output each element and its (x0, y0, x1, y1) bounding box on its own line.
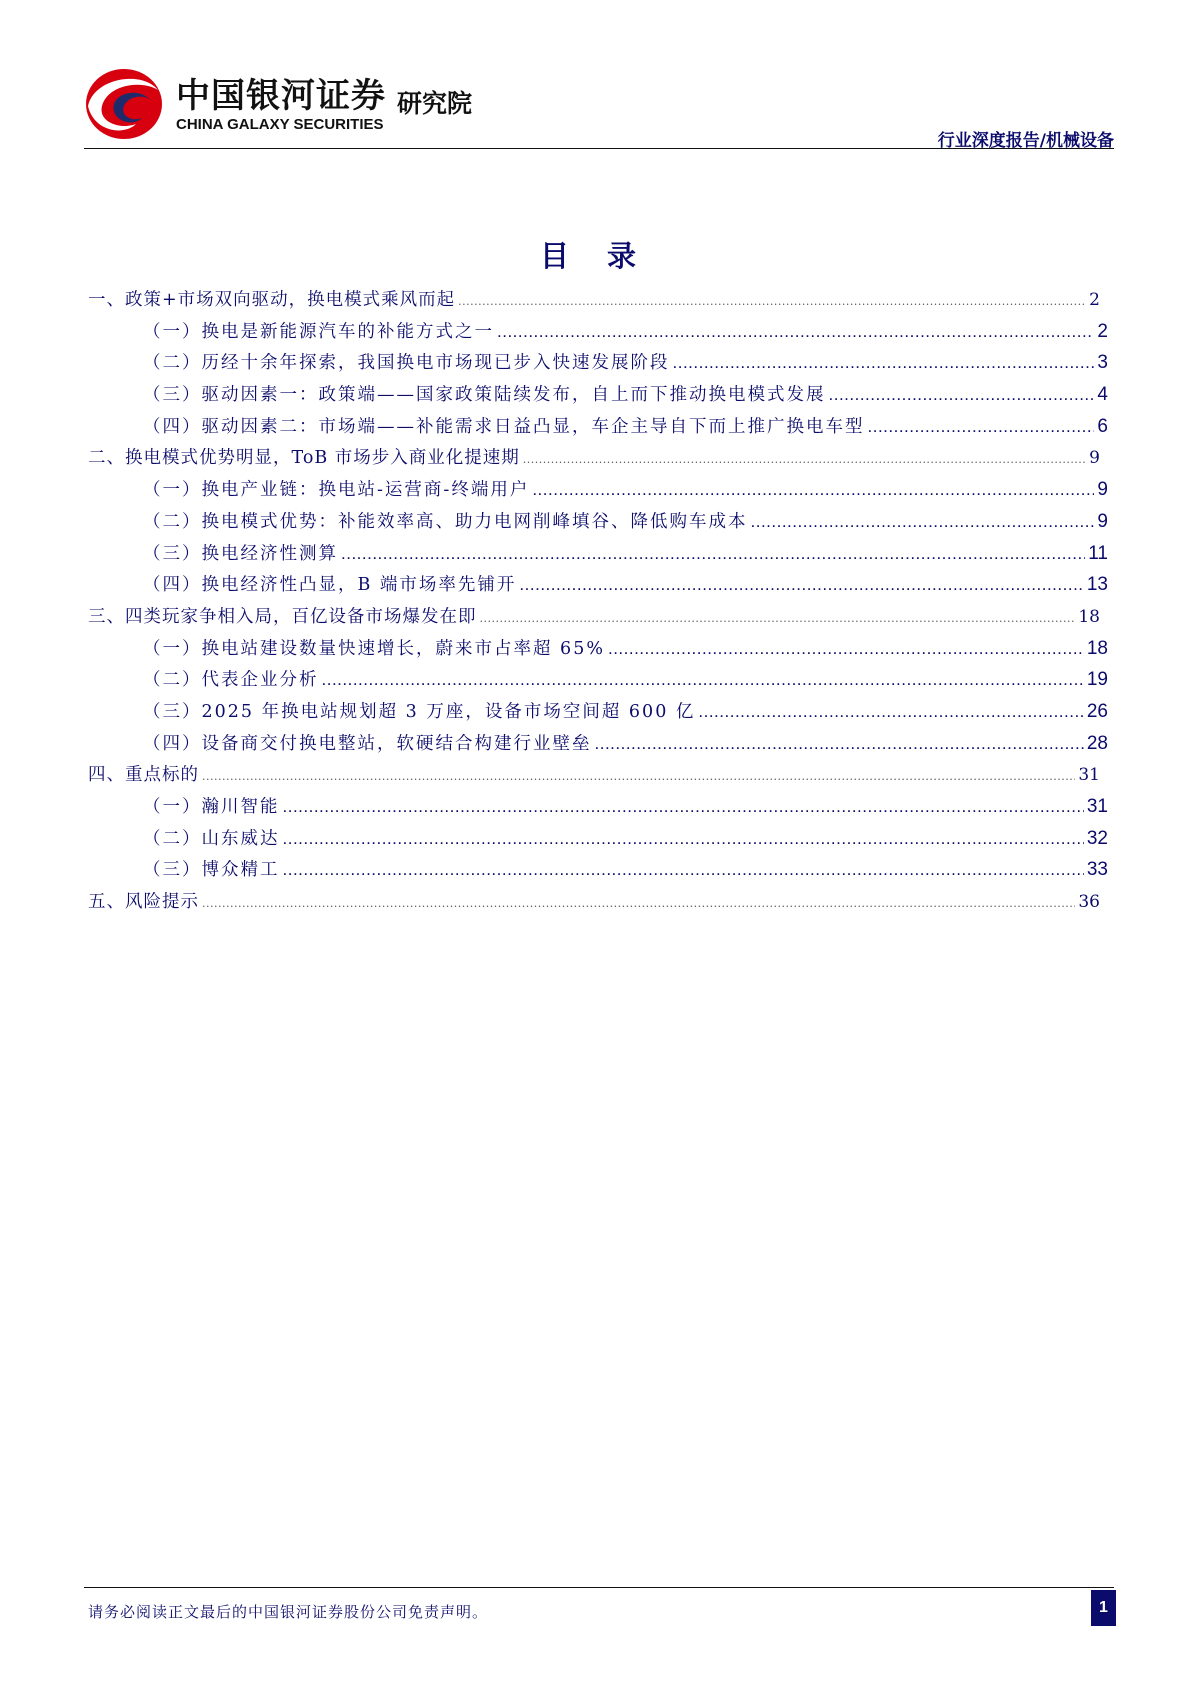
toc-entry-page: 13 (1086, 574, 1108, 596)
toc-entry-label: （三）博众精工 (143, 860, 280, 881)
toc-entry[interactable] (88, 825, 1108, 857)
toc-entry[interactable] (88, 698, 1108, 730)
toc-entry-page: 4 (1097, 384, 1108, 406)
toc-entry-page: 11 (1088, 542, 1108, 564)
toc-entry-label: 三、四类玩家争相入局，百亿设备市场爆发在即 (88, 606, 477, 627)
toc-entry-page: 31 (1078, 765, 1100, 786)
toc-entry[interactable] (88, 444, 1108, 476)
page-header (84, 62, 1114, 150)
toc-entry-label: （二）山东威达 (143, 828, 280, 849)
toc-entry-page: 2 (1089, 290, 1100, 310)
brand-name-en: CHINA GALAXY SECURITIES (176, 116, 384, 133)
toc-entry-label: （三）换电经济性测算 (143, 543, 338, 564)
toc-leader (283, 860, 1084, 880)
toc-entry-page: 6 (1097, 415, 1108, 437)
toc-leader (868, 417, 1095, 437)
toc-leader (341, 544, 1085, 564)
table-of-contents (88, 286, 1108, 920)
toc-entry[interactable] (88, 603, 1108, 635)
toc-leader (698, 702, 1083, 722)
toc-entry[interactable] (88, 761, 1108, 793)
toc-entry[interactable] (88, 666, 1108, 698)
toc-entry[interactable] (88, 540, 1108, 572)
toc-entry[interactable] (88, 730, 1108, 762)
toc-entry-page: 3 (1097, 352, 1108, 374)
toc-leader (480, 607, 1076, 627)
toc-entry-page: 18 (1086, 637, 1108, 659)
toc-entry-label: 一、政策+市场双向驱动，换电模式乘风而起 (88, 290, 456, 310)
report-type: 行业深度报告/机械设备 (937, 131, 1114, 151)
toc-leader (523, 448, 1086, 468)
toc-entry-label: （二）代表企业分析 (143, 670, 319, 691)
toc-leader (751, 512, 1095, 532)
toc-leader (829, 385, 1095, 405)
toc-entry-label: （一）瀚川智能 (143, 797, 280, 817)
toc-entry-page: 9 (1097, 510, 1108, 532)
toc-entry-label: （一）换电是新能源汽车的补能方式之一 (143, 321, 494, 342)
toc-entry-label: （三）2025 年换电站规划超 3 万座，设备市场空间超 600 亿 (143, 701, 696, 722)
toc-entry-label: （三）驱动因素一：政策端——国家政策陆续发布，自上而下推动换电模式发展 (143, 385, 826, 406)
disclaimer-notice: 请务必阅读正文最后的中国银河证券股份公司免责声明。 (88, 1603, 489, 1621)
toc-entry[interactable] (88, 476, 1108, 508)
toc-leader (283, 829, 1084, 849)
toc-entry-label: 五、风险提示 (88, 892, 199, 913)
brand-name-cn: 中国银河证券 (176, 76, 386, 116)
toc-leader (608, 639, 1084, 659)
toc-entry[interactable] (88, 571, 1108, 603)
toc-entry-page: 33 (1086, 859, 1108, 881)
galaxy-logo-icon (84, 66, 164, 142)
toc-entry-label: （四）驱动因素二：市场端——补能需求日益凸显，车企主导自下而上推广换电车型 (143, 416, 865, 437)
toc-leader (283, 797, 1084, 817)
toc-leader (532, 480, 1094, 500)
toc-entry[interactable] (88, 635, 1108, 667)
toc-entry[interactable] (88, 381, 1108, 413)
toc-entry-label: （四）换电经济性凸显，B 端市场率先铺开 (143, 575, 517, 596)
toc-entry-page: 31 (1086, 796, 1108, 817)
toc-entry[interactable] (88, 793, 1108, 825)
toc-entry-label: （一）换电产业链：换电站-运营商-终端用户 (143, 480, 530, 501)
toc-leader (595, 734, 1084, 754)
header-divider (84, 148, 1114, 149)
toc-entry-page: 19 (1086, 669, 1108, 691)
toc-entry-label: （四）设备商交付换电整站，软硬结合构建行业壁垒 (143, 733, 592, 754)
toc-entry-label: （一）换电站建设数量快速增长，蔚来市占率超 65% (143, 638, 605, 659)
toc-leader (202, 892, 1075, 912)
toc-entry[interactable] (88, 888, 1108, 920)
page-number-badge: 1 (1091, 1590, 1116, 1626)
toc-entry[interactable] (88, 318, 1108, 350)
toc-entry[interactable] (88, 413, 1108, 445)
toc-entry-label: 四、重点标的 (88, 765, 199, 786)
toc-entry-page: 28 (1086, 732, 1108, 754)
toc-entry-page: 2 (1097, 320, 1108, 342)
toc-entry[interactable] (88, 856, 1108, 888)
toc-entry[interactable] (88, 286, 1108, 318)
toc-entry-label: 二、换电模式优势明显，ToB 市场步入商业化提速期 (88, 448, 520, 469)
toc-leader (322, 670, 1084, 690)
institute-label: 研究院 (397, 89, 473, 118)
toc-entry-label: （二）历经十余年探索，我国换电市场现已步入快速发展阶段 (143, 353, 670, 374)
toc-leader (497, 322, 1094, 342)
toc-entry-page: 9 (1097, 479, 1108, 501)
toc-entry-label: （二）换电模式优势：补能效率高、助力电网削峰填谷、降低购车成本 (143, 511, 748, 532)
toc-entry[interactable] (88, 508, 1108, 540)
toc-leader (519, 575, 1083, 595)
toc-leader (673, 353, 1095, 373)
toc-entry-page: 26 (1086, 700, 1108, 722)
toc-entry[interactable] (88, 349, 1108, 381)
toc-entry-page: 36 (1078, 892, 1100, 913)
toc-title: 目 录 (539, 239, 651, 273)
toc-entry-page: 9 (1089, 448, 1100, 469)
toc-leader (202, 765, 1075, 785)
toc-leader (458, 290, 1086, 310)
toc-entry-page: 18 (1078, 606, 1100, 627)
footer-divider (84, 1587, 1114, 1588)
toc-entry-page: 32 (1086, 827, 1108, 849)
